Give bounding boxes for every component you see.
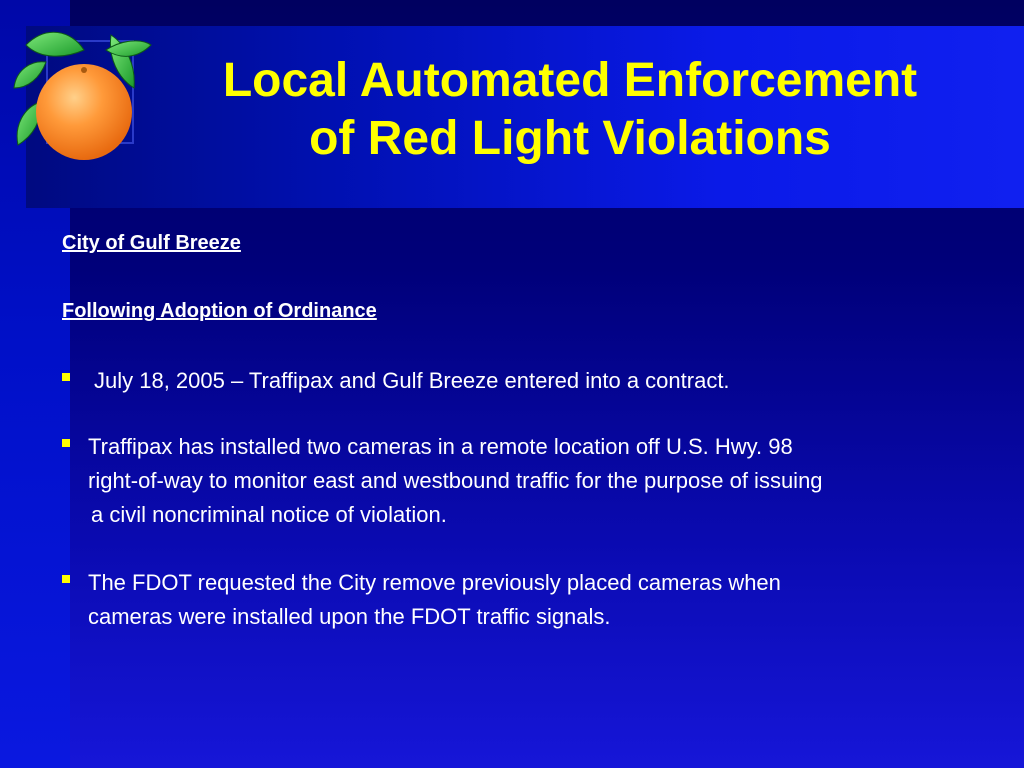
bullet-2-line-3: a civil noncriminal notice of violation. [91, 502, 447, 527]
title-line-2: of Red Light Violations [309, 112, 831, 165]
bullet-square-icon [62, 373, 70, 381]
bullet-2-line-2: right-of-way to monitor east and westbound traffic for the purpose of issuing [88, 468, 823, 493]
heading-city: City of Gulf Breeze [62, 232, 241, 254]
bullet-2-line-1: Traffipax has installed two cameras in a remote location off U.S. Hwy. 98 [88, 434, 793, 459]
heading-ordinance: Following Adoption of Ordinance [62, 300, 377, 322]
bullet-3-line-2: cameras were installed upon the FDOT traffic signals. [88, 604, 611, 629]
bullet-1-line-1: July 18, 2005 – Traffipax and Gulf Breeze entered into a contract. [94, 368, 730, 393]
bullet-square-icon [62, 439, 70, 447]
bullet-square-icon [62, 575, 70, 583]
bullet-3-line-1: The FDOT requested the City remove previously placed cameras when [88, 570, 781, 595]
orange-with-leaves-icon [6, 20, 156, 160]
title-line-1: Local Automated Enforcement [222, 54, 918, 107]
slide-title [140, 52, 1000, 168]
